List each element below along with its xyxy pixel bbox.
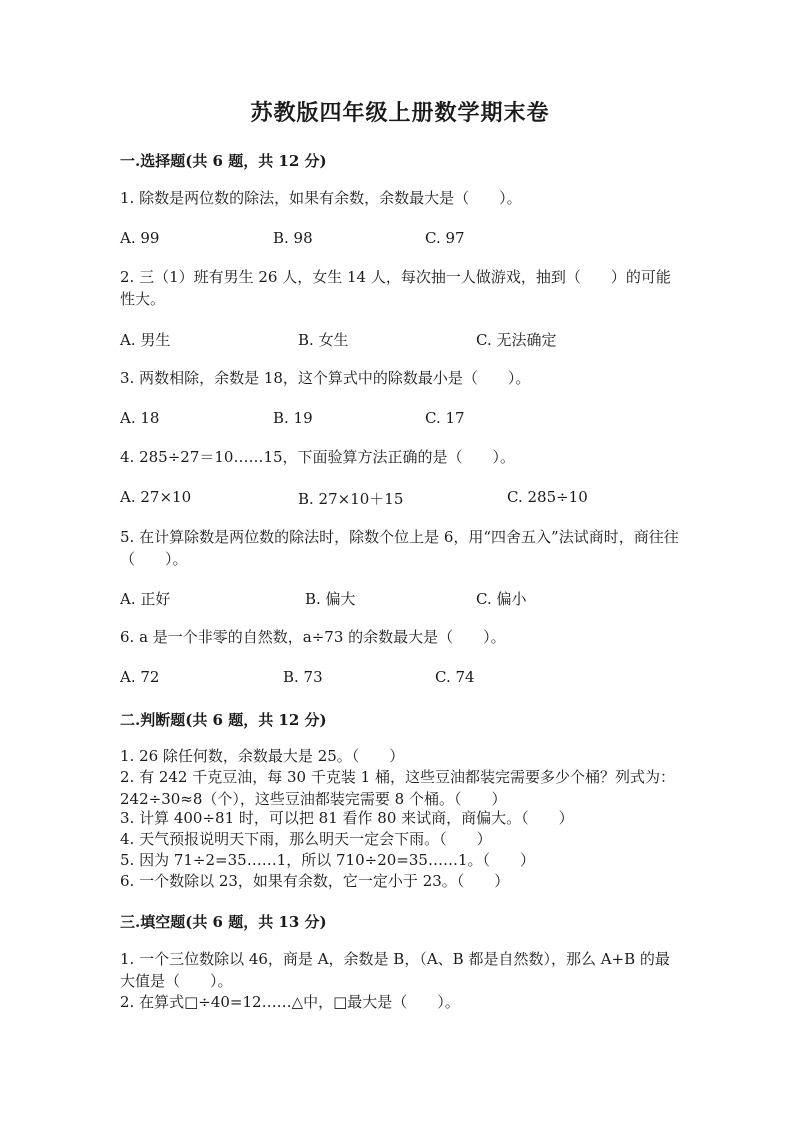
choice-6-option-a: A. 72: [120, 668, 160, 686]
choice-5-option-a: A. 正好: [120, 590, 171, 608]
choice-question-1: 1. 除数是两位数的除法，如果有余数，余数最大是（ ）。: [120, 189, 522, 207]
choice-5-option-c: C. 偏小: [476, 590, 527, 608]
section-heading-choice: 一.选择题(共 6 题，共 12 分): [120, 152, 327, 170]
fill-question-1: 1. 一个三位数除以 46，商是 A，余数是 B，（A、B 都是自然数），那么 A+B 的最大值是（ ）。: [120, 950, 670, 990]
judge-question-1: 1. 26 除任何数，余数最大是 25。（ ）: [120, 747, 405, 765]
choice-question-2: 2. 三（1）班有男生 26 人，女生 14 人，每次抽一人做游戏，抽到（ ）的可能性大。: [120, 268, 671, 308]
choice-1-option-a: A. 99: [120, 229, 160, 247]
choice-question-6: 6. a 是一个非零的自然数，a÷73 的余数最大是（ ）。: [120, 628, 506, 646]
choice-question-5: 5. 在计算除数是两位数的除法时，除数个位上是 6，用“四舍五入”法试商时，商往往（ ）。: [120, 528, 679, 568]
choice-3-option-a: A. 18: [120, 409, 160, 427]
choice-4-option-b: B. 27×10＋15: [298, 490, 404, 508]
choice-question-4: 4. 285÷27＝10……15，下面验算方法正确的是（ ）。: [120, 448, 516, 466]
section-heading-fill: 三.填空题(共 6 题，共 13 分): [120, 913, 327, 931]
judge-question-6: 6. 一个数除以 23，如果有余数，它一定小于 23。（ ）: [120, 872, 510, 890]
judge-question-3: 3. 计算 400÷81 时，可以把 81 看作 80 来试商，商偏大。（ ）: [120, 809, 574, 827]
choice-4-option-c: C. 285÷10: [507, 488, 588, 506]
choice-4-option-a: A. 27×10: [120, 488, 192, 506]
choice-question-3: 3. 两数相除，余数是 18，这个算式中的除数最小是（ ）。: [120, 369, 531, 387]
choice-2-option-b: B. 女生: [298, 331, 349, 349]
judge-question-4: 4. 天气预报说明天下雨，那么明天一定会下雨。（ ）: [120, 830, 492, 848]
fill-question-2: 2. 在算式□÷40=12……△中，□最大是（ ）。: [120, 993, 460, 1011]
choice-2-option-a: A. 男生: [120, 331, 171, 349]
judge-question-2: 2. 有 242 千克豆油，每 30 千克装 1 桶，这些豆油都装完需要多少个桶？列式为：242÷30≈8（个），这些豆油都装完需要 8 个桶。（ ）: [120, 768, 675, 808]
choice-6-option-b: B. 73: [283, 668, 323, 686]
page-title: 苏教版四年级上册数学期末卷: [250, 100, 550, 126]
choice-1-option-c: C. 97: [425, 229, 465, 247]
choice-3-option-c: C. 17: [425, 409, 465, 427]
choice-3-option-b: B. 19: [273, 409, 313, 427]
choice-2-option-c: C. 无法确定: [476, 331, 557, 349]
judge-question-5: 5. 因为 71÷2=35……1，所以 710÷20=35……1。（ ）: [120, 851, 535, 869]
choice-5-option-b: B. 偏大: [305, 590, 356, 608]
choice-6-option-c: C. 74: [435, 668, 475, 686]
choice-1-option-b: B. 98: [273, 229, 313, 247]
section-heading-judge: 二.判断题(共 6 题，共 12 分): [120, 711, 327, 729]
